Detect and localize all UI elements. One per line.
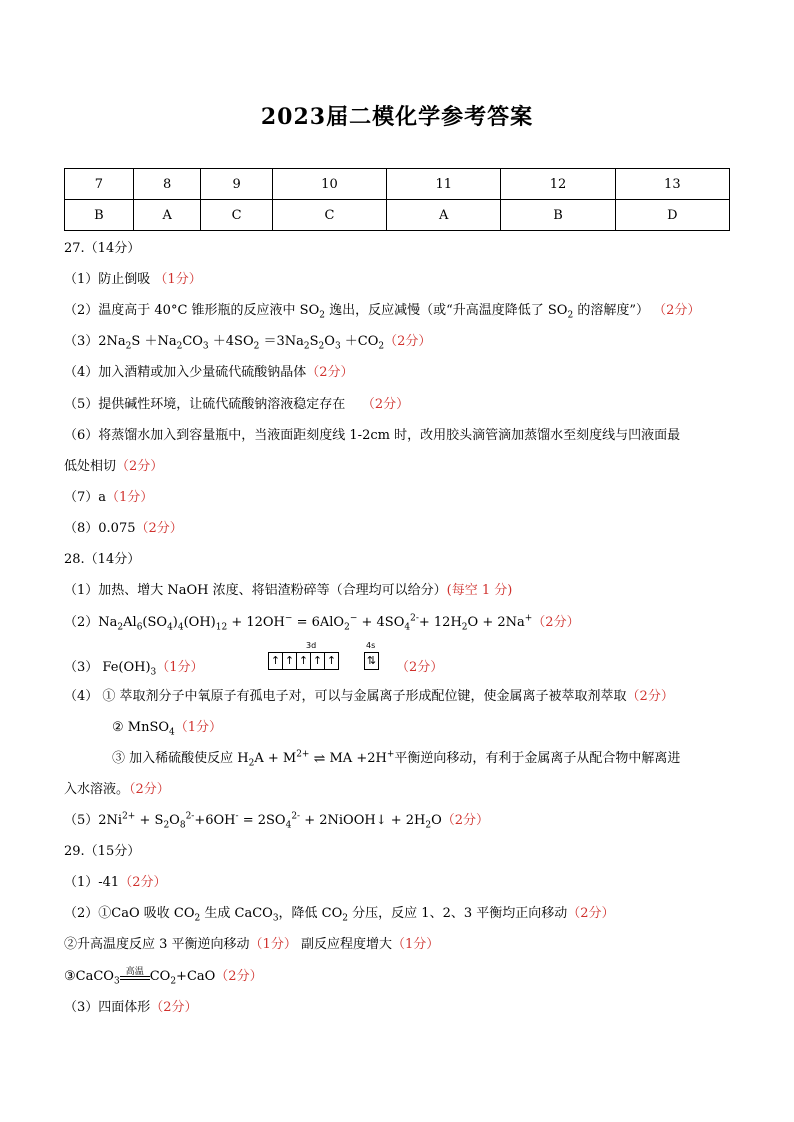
orbital-box: ↑: [297, 653, 311, 669]
orbital-box: ⇅: [366, 654, 377, 667]
table-cell: 9: [201, 169, 272, 200]
table-cell: B: [501, 200, 615, 231]
q28-answer-4-2: ② MnSO$_4$（1分）: [112, 720, 223, 738]
orbital-box: ↑: [326, 654, 337, 667]
page-title: 2023届二模化学参考答案: [260, 104, 534, 130]
orbital-box: ↑: [311, 653, 325, 669]
table-cell: 13: [615, 169, 729, 200]
q27-answer-7: （7）a（1分）: [64, 490, 154, 505]
orbital-diagram-4s: 4s ⇅: [364, 652, 379, 670]
table-cell: A: [133, 200, 201, 231]
table-cell: D: [615, 200, 729, 231]
q28-answer-5: $(5)2Ni^{2+} + S_2O_8^{2-}+6OH^- = 2SO_4^{2-}$ + 2NiOOH↓ + $2H_2O(2$分）: [64, 811, 490, 831]
q29-answer-2-1: （2）①CaO 吸收 $CO_2$ 生成 CaCO$_3$，降低 $CO_2$ 分压，反应 1、2、3 平衡均正向移动（2分）: [64, 906, 615, 924]
q28-answer-3: （3） $Fe(OH)_3(1$分）: [64, 660, 204, 678]
orbital-box: ↑: [283, 653, 297, 669]
q27-answer-6-line1: （6）将蒸馏水加入到容量瓶中，当液面距刻度线 1-2cm 时，改用胶头滴管滴加蒸馏水至刻度线与凹液面最: [64, 428, 681, 443]
q27-answer-1: （1）防止倒吸 （1分）: [64, 272, 202, 287]
q27-answer-2: （2）温度高于 40°C 锥形瓶的反应液中 $SO_2$ 逸出，反应减慢（或“升高温度降低了 $SO_2$ 的溶解度”） （2分）: [64, 303, 701, 321]
q27-answer-3: $(3)2Na_2S +Na_2CO_3 +4SO_2 =3Na_2S_2O_3 +CO_2(2$分）: [64, 334, 432, 352]
table-cell: 12: [501, 169, 615, 200]
q28-answer-1: （1）加热、增大 NaOH 浓度、将铝渣粉碎等（合理均可以给分）(每空 1 分): [64, 583, 513, 598]
orbital-diagram-3d: 3d ↑ ↑ ↑ ↑ ↑: [268, 652, 339, 670]
q27-answer-5: （5）提供碱性环境，让硫代硫酸钠溶液稳定存在 （2分）: [64, 397, 410, 412]
table-row: [65, 169, 730, 200]
table-cell: 10: [272, 169, 386, 200]
q28-answer-3-score: （2分）: [396, 660, 444, 675]
q29-answer-3: （3）四面体形（2分）: [64, 1000, 198, 1015]
q27-header: 27.（14分）: [64, 241, 141, 256]
table-row: [65, 200, 730, 231]
table-cell: 7: [65, 169, 134, 200]
q27-answer-4: （4）加入酒精或加入少量硫代硫酸钠晶体（2分）: [64, 365, 354, 380]
orbital-box: ↑: [269, 653, 283, 669]
q28-answer-4-3-line2: 入水溶液。（2分）: [64, 782, 170, 797]
q28-answer-4-3: ③ 加入稀硫酸使反应 $H_2A + M^{2+}$ ⇌ MA +2H+平衡逆向移动，有利于金属离子从配合物中解离进: [112, 749, 681, 769]
table-cell: C: [201, 200, 272, 231]
equilibrium-arrow-icon: ⇌: [313, 751, 326, 767]
table-cell: B: [65, 200, 134, 231]
table-cell: 11: [387, 169, 501, 200]
table-cell: 8: [133, 169, 201, 200]
q28-answer-4-1: （4） ① 萃取剂分子中氧原子有孤电子对，可以与金属离子形成配位键，使金属离子被萃取剂萃取（2分）: [64, 689, 674, 704]
q29-answer-2-3: ③CaCO$_3$ 高温 $CO_2+CaO(2$分）: [64, 967, 263, 987]
q29-answer-2-2: ②升高温度反应 3 平衡逆向移动（1分） 副反应程度增大（1分）: [64, 937, 440, 952]
high-temp-condition: 高温: [120, 972, 150, 980]
q29-answer-1: （1）-41（2分）: [64, 875, 167, 890]
table-cell: A: [387, 200, 501, 231]
table-cell: C: [272, 200, 386, 231]
answer-table: [64, 168, 730, 231]
q28-header: 28.（14分）: [64, 552, 141, 567]
q28-answer-2: $(2)Na_2Al_6(SO_4)_4(OH)_{12} + 12OH^- = 6AlO_2^- + 4SO_4^{2-}+ 12H_2O + 2Na^+(2$分）: [64, 613, 580, 633]
q27-answer-8: （8）0.075（2分）: [64, 521, 183, 536]
q27-answer-6-line2: 低处相切（2分）: [64, 459, 164, 474]
q29-header: 29.（15分）: [64, 844, 141, 859]
